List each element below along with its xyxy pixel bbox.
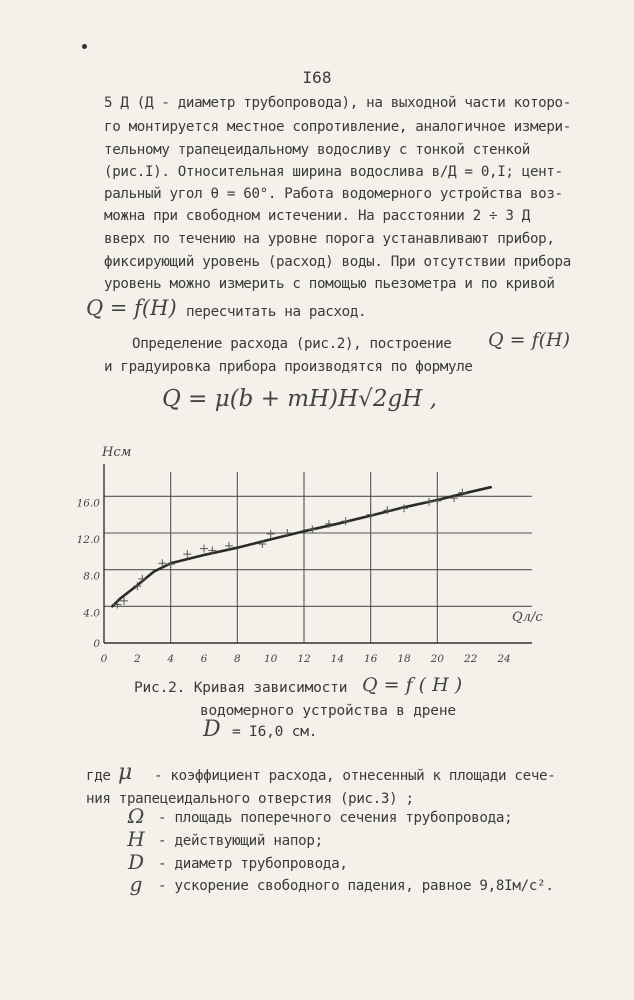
d-symbol: D	[127, 850, 145, 874]
data-point	[267, 530, 275, 538]
ink-dot	[82, 44, 87, 49]
x-tick-label: 18	[397, 653, 411, 665]
x-tick-label: 2	[133, 653, 141, 665]
g-definition: - ускорение свободного падения, равное 9,8Iм/с².	[158, 878, 554, 894]
page-number: I68	[302, 68, 332, 87]
data-point	[113, 601, 121, 609]
formula-q-f-h: Q = f(H)	[86, 296, 177, 320]
data-point	[183, 550, 191, 558]
text-line: уровень можно измерить с помощью пьезометра и по кривой	[104, 276, 555, 292]
mu-symbol: μ	[118, 760, 133, 785]
caption-formula: Q = f ( H )	[362, 674, 463, 696]
text-line: и градуировка прибора производятся по формуле	[104, 359, 473, 375]
y-tick-label: 12.0	[76, 534, 100, 546]
g-symbol: g	[129, 872, 143, 896]
x-tick-label: 0	[100, 653, 108, 665]
text-line: го монтируется местное сопротивление, аналогичное измери-	[104, 119, 571, 135]
text-line: фиксирующий уровень (расход) воды. При отсутствии прибора	[104, 254, 571, 270]
text-line: ральный угол θ = 60°. Работа водомерного устройства воз-	[104, 186, 563, 202]
figure-caption-line1: Рис.2. Кривая зависимости	[134, 680, 348, 696]
x-tick-label: 10	[263, 653, 278, 665]
recalc-text: пересчитать на расход.	[186, 304, 367, 320]
text-line: можна при свободном истечении. На расстоянии 2 ÷ 3 Д	[104, 208, 530, 224]
x-tick-label: 6	[200, 653, 208, 665]
x-tick-label: 12	[297, 653, 311, 665]
omega-symbol: Ω	[127, 804, 145, 828]
caption-d-symbol: D	[203, 717, 221, 742]
data-point	[342, 517, 350, 525]
where-word: где	[86, 768, 111, 784]
y-tick-label: 4.0	[83, 607, 100, 620]
h-symbol: H	[127, 827, 145, 851]
text-line: тельному трапецеидальному водосливу с тонкой стенкой	[104, 142, 530, 158]
omega-definition: - площадь поперечного сечения трубопровода;	[158, 810, 513, 826]
formula-q-f-h-inline: Q = f(H)	[488, 329, 571, 351]
x-tick-label: 8	[233, 653, 241, 665]
x-tick-label: 16	[363, 653, 378, 665]
y-axis-label: Hсм	[102, 445, 132, 460]
data-point	[200, 545, 208, 553]
x-tick-label: 4	[167, 653, 175, 665]
x-tick-label: 20	[430, 653, 445, 665]
figure-caption-line3: = I6,0 см.	[232, 724, 318, 740]
y-tick-label: 16.0	[76, 497, 100, 510]
y-tick-label: 0	[93, 638, 100, 650]
text-line: Определение расхода (рис.2), построение	[132, 336, 452, 352]
text-line: 5 Д (Д - диаметр трубопровода), на выходной части которо-	[104, 95, 571, 111]
mu-definition-cont: ния трапецеидального отверстия (рис.3) ;	[86, 791, 414, 807]
discharge-formula: Q = μ(b + mH)H√2gH ,	[162, 386, 437, 412]
data-point	[425, 498, 433, 506]
fitted-curve	[112, 487, 490, 606]
d-definition: - диаметр трубопровода,	[158, 856, 348, 872]
text-line: вверх по течению на уровне порога устанавливают прибор,	[104, 231, 555, 247]
h-definition: - действующий напор;	[158, 833, 323, 849]
figure-caption-line2: водомерного устройства в дрене	[200, 703, 456, 719]
x-axis-label: Qл/с	[512, 610, 543, 625]
mu-definition: - коэффициент расхода, отнесенный к площади сече-	[154, 768, 556, 784]
x-tick-label: 24	[497, 653, 511, 665]
y-tick-label: 8.0	[83, 570, 100, 583]
x-tick-label: 22	[463, 653, 478, 665]
data-point	[308, 525, 316, 533]
rating-curve-chart	[76, 445, 554, 678]
x-tick-label: 14	[330, 653, 345, 665]
text-line: (рис.I). Относительная ширина водослива в/Д = 0,I; цент-	[104, 164, 563, 180]
data-point	[138, 575, 146, 583]
